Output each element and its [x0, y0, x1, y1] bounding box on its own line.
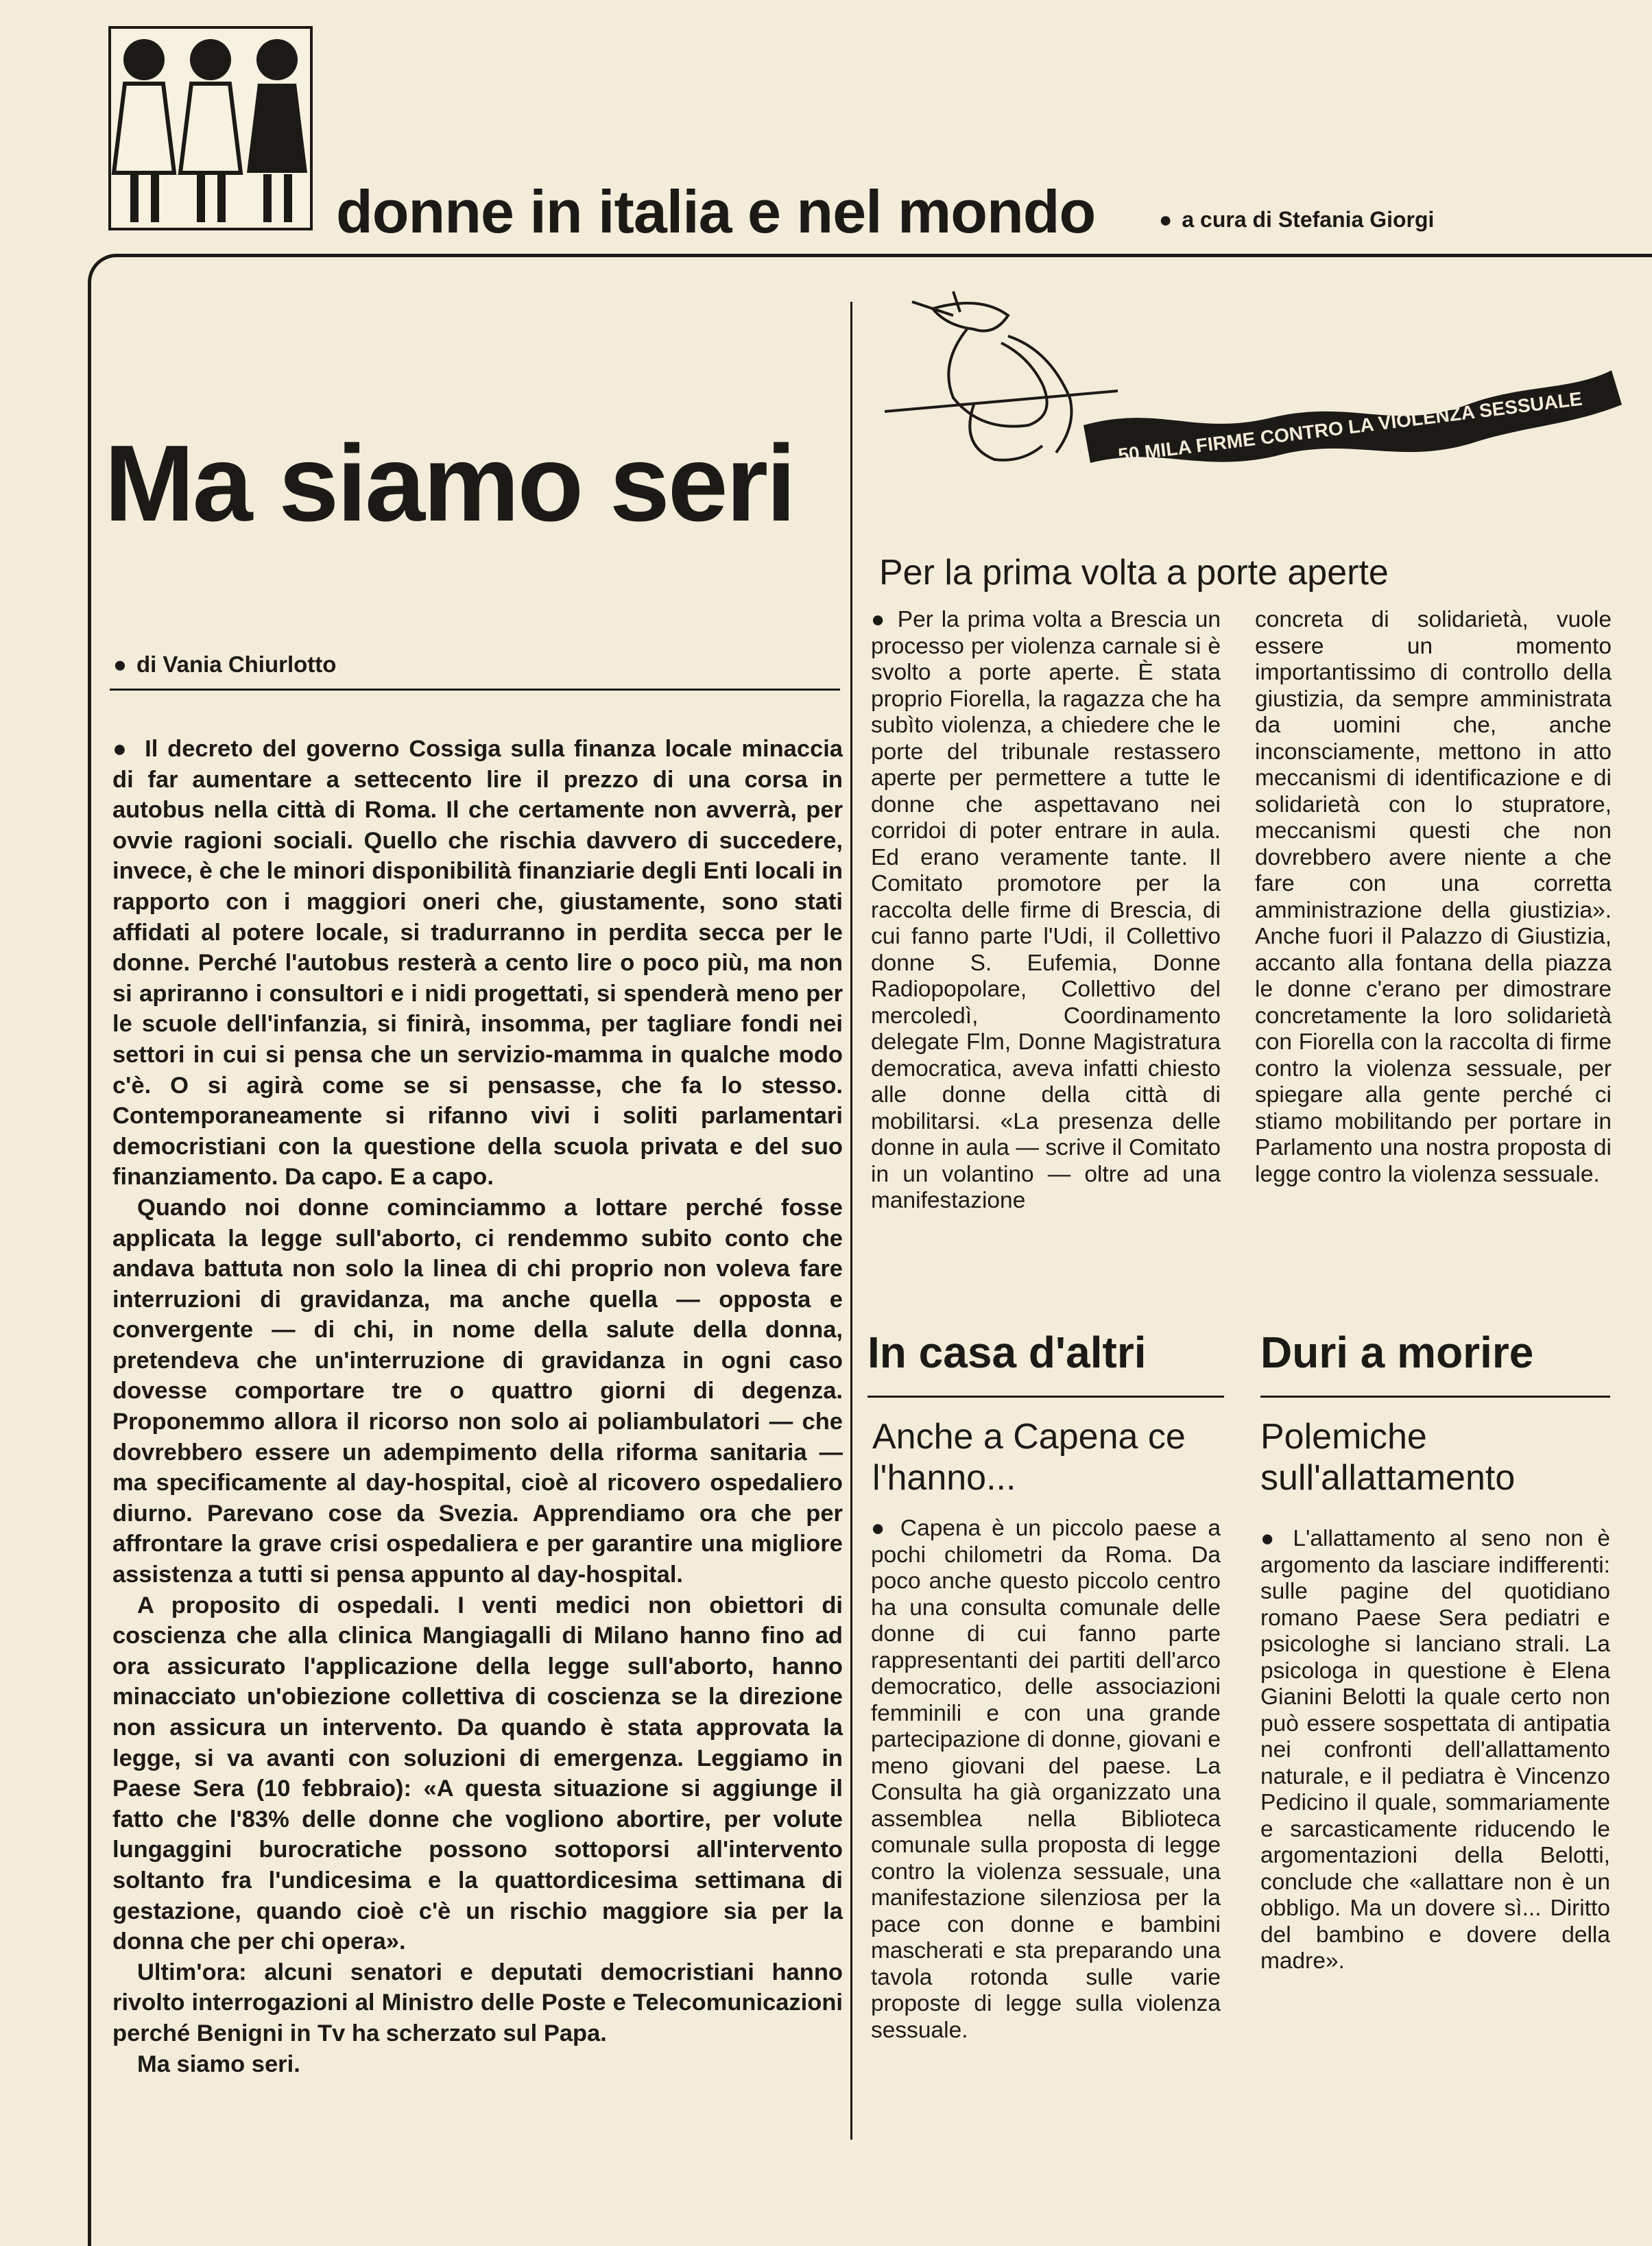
casa-text: ● Capena è un piccolo paese a pochi chilometri da Roma. Da poco anche questo piccolo centro ha una consulta comunale delle donne di cui fanno parte rappresentanti dei partiti dell'arco democratico, delle associazioni femminili e con una grande partecipazione di donne, giovani e meno giovani del paese. La Consulta ha già organizzato una assemblea nella Biblioteca comunale sulla proposta di legge contro la violenza sessuale, una manifestazione silenziosa per la pace con donne e bambini mascherati e sta preparando una tavola rotonda sulle varie proposte di legge sulla violenza sessuale. [871, 1516, 1221, 2044]
casa-heading: In casa d'altri [867, 1328, 1147, 1377]
duri-rule [1260, 1396, 1610, 1398]
casa-subheading: Anche a Capena ce l'hanno... [872, 1417, 1186, 1498]
column-rubric: donne in italia e nel mondo [336, 178, 1096, 246]
duri-heading: Duri a morire [1260, 1328, 1534, 1377]
prima-col-2 [1255, 607, 1612, 1188]
banner-text: 50 MILA FIRME CONTRO LA VIOLENZA SESSUALE [1116, 387, 1583, 466]
duri-subheading: Polemiche sull'allattamento [1260, 1417, 1516, 1498]
prima-col-1 [871, 607, 1221, 1215]
article-paragraph: ● Il decreto del governo Cossiga sulla finanza locale minaccia di far aumentare a settecento lire il prezzo di una corsa in autobus nella città di Roma. Il che certamente non avverrà, per ovvie ragioni sociali. Quello che rischia davvero di succedere, invece, è che le minori disponibilità finanziarie degli Enti locali in rapporto con i maggiori oneri che, giustamente, sono stati affidati al potere locale, si tradurranno in perdita secca per le donne. Perché l'autobus resterà a cento lire o poco più, ma non si apriranno i consultori e i nidi progettati, si spenderà meno per le scuole dell'infanzia, si finirà, insomma, per tagliare fondi nei settori in cui si pensa che un servizio-mamma in qualche modo c'è. O si agirà come se si pensasse, che fa lo stesso. Contemporaneamente si rifanno vivi i soliti parlamentari democristiani con la questione della scuola privata e del suo finanziamento. Da capo. E a capo. [112, 734, 843, 1193]
article-byline: ● di Vania Chiurlotto [113, 652, 336, 678]
article-paragraph: Quando noi donne cominciammo a lottare perché fosse applicata la legge sull'aborto, ci rendemmo subito conto che andava battuta non solo la linea di chi proprio non voleva fare interruzioni di gravidanza, ma anche quella — opposta e convergente — di chi, in nome della salute della donna, pretendeva che un'interruzione di gravidanza in ogni caso dovesse comportare tre o quattro giorni di degenza. Proponemmo allora il ricorso non solo ai poliambulatori — che dovrebbero essere un adempimento della riforma sanitaria — ma specificamente al day-hospital, cioè al ricovero ospedaliero diurno. Parevano cose da Svezia. Apprendiamo ora che per affrontare la grave crisi ospedaliera e per garantire una migliore assistenza a tutti si pensa appunto al day-hospital. [112, 1194, 843, 1588]
column-logo [108, 26, 313, 230]
prima-title: Per la prima volta a porte aperte [879, 553, 1389, 593]
duri-body [1260, 1526, 1610, 1975]
casa-rule [867, 1396, 1224, 1398]
witch-banner-illustration [871, 288, 1632, 535]
prima-text-1: ● Per la prima volta a Brescia un processo per violenza carnale si è svolto a porte aperte. È stata proprio Fiorella, la ragazza che ha subìto violenza, a chiedere che le porte del tribunale restassero aperte per permettere a tutte le donne che aspettavano nei corridoi di poter entrare in aula. Ed erano veramente tante. Il Comitato promotore per la raccolta delle firme di Brescia, di cui fanno parte l'Udi, il Collettivo donne S. Eufemia, Donne Radiopopolare, Collettivo del mercoledì, Coordinamento delegate Flm, Donne Magistratura democratica, aveva infatti chiesto alle donne della città di mobilitarsi. «La presenza delle donne in aula — scrive il Comitato in un volantino — oltre ad una manifestazione [871, 607, 1221, 1215]
curator-credit: ● a cura di Stefania Giorgi [1159, 207, 1434, 232]
duri-text: ● L'allattamento al seno non è argomento da lasciare indifferenti: sulle pagine del quotidiano romano Paese Sera pediatri e psicologhe si lanciano strali. La psicologa in questione è Elena Gianini Belotti la quale certo non può essere sospettata di antipatia nei confronti dell'allattamento naturale, e il pediatra è Vincenzo Pedicino il quale, sommariamente e sarcasticamente riducendo le argomentazioni della Belotti, conclude che «allattare non è un obbligo. Ma un dovere sì... Diritto del bambino e dovere della madre». [1260, 1526, 1610, 1975]
article-body [112, 734, 843, 2079]
three-women-icon [111, 29, 310, 228]
column-divider [850, 302, 852, 2140]
byline-rule [110, 689, 840, 691]
article-paragraph: A proposito di ospedali. I venti medici non obiettori di coscienza che alla clinica Mangiagalli di Milano hanno fino ad ora assicurato l'applicazione della legge sull'aborto, hanno minacciato un'obiezione collettiva di coscienza se la direzione non assicura un intervento. Da quando è stata approvata la legge, si va avanti con soluzioni di emergenza. Leggiamo in Paese Sera (10 febbraio): «A questa situazione si aggiunge il fatto che l'83% delle donne che vogliono abortire, per volute lungaggini burocratiche possono sottoporsi all'intervento soltanto fra l'undicesima e la quattordicesima settimana di gestazione, quando cioè c'è un rischio maggiore sia per la donna che per chi opera». [112, 1592, 843, 1955]
article-title: Ma siamo seri [104, 423, 795, 544]
prima-text-2: concreta di solidarietà, vuole essere un momento importantissimo di controllo della giustizia, da sempre amministrata da uomini che, anche inconsciamente, mettono in atto meccanismi di identificazione e di solidarietà con lo stupratore, meccanismi questi che non dovrebbero avere niente a che fare con una corretta amministrazione della giustizia». Anche fuori il Palazzo di Giustizia, accanto alla fontana della piazza le donne c'erano per dimostrare concretamente la loro solidarietà con Fiorella con la raccolta di firme contro la violenza sessuale, per spiegare alla gente perché ci stiamo mobilitando per portare in Parlamento una nostra proposta di legge contro la violenza sessuale. [1255, 607, 1612, 1187]
article-paragraph: Ultim'ora: alcuni senatori e deputati democristiani hanno rivolto interrogazioni al Ministro delle Poste e Telecomunicazioni perché Benigni in Tv ha scherzato sul Papa. [112, 1959, 843, 2046]
article-paragraph: Ma siamo seri. [137, 2051, 300, 2077]
casa-body [871, 1516, 1221, 2044]
